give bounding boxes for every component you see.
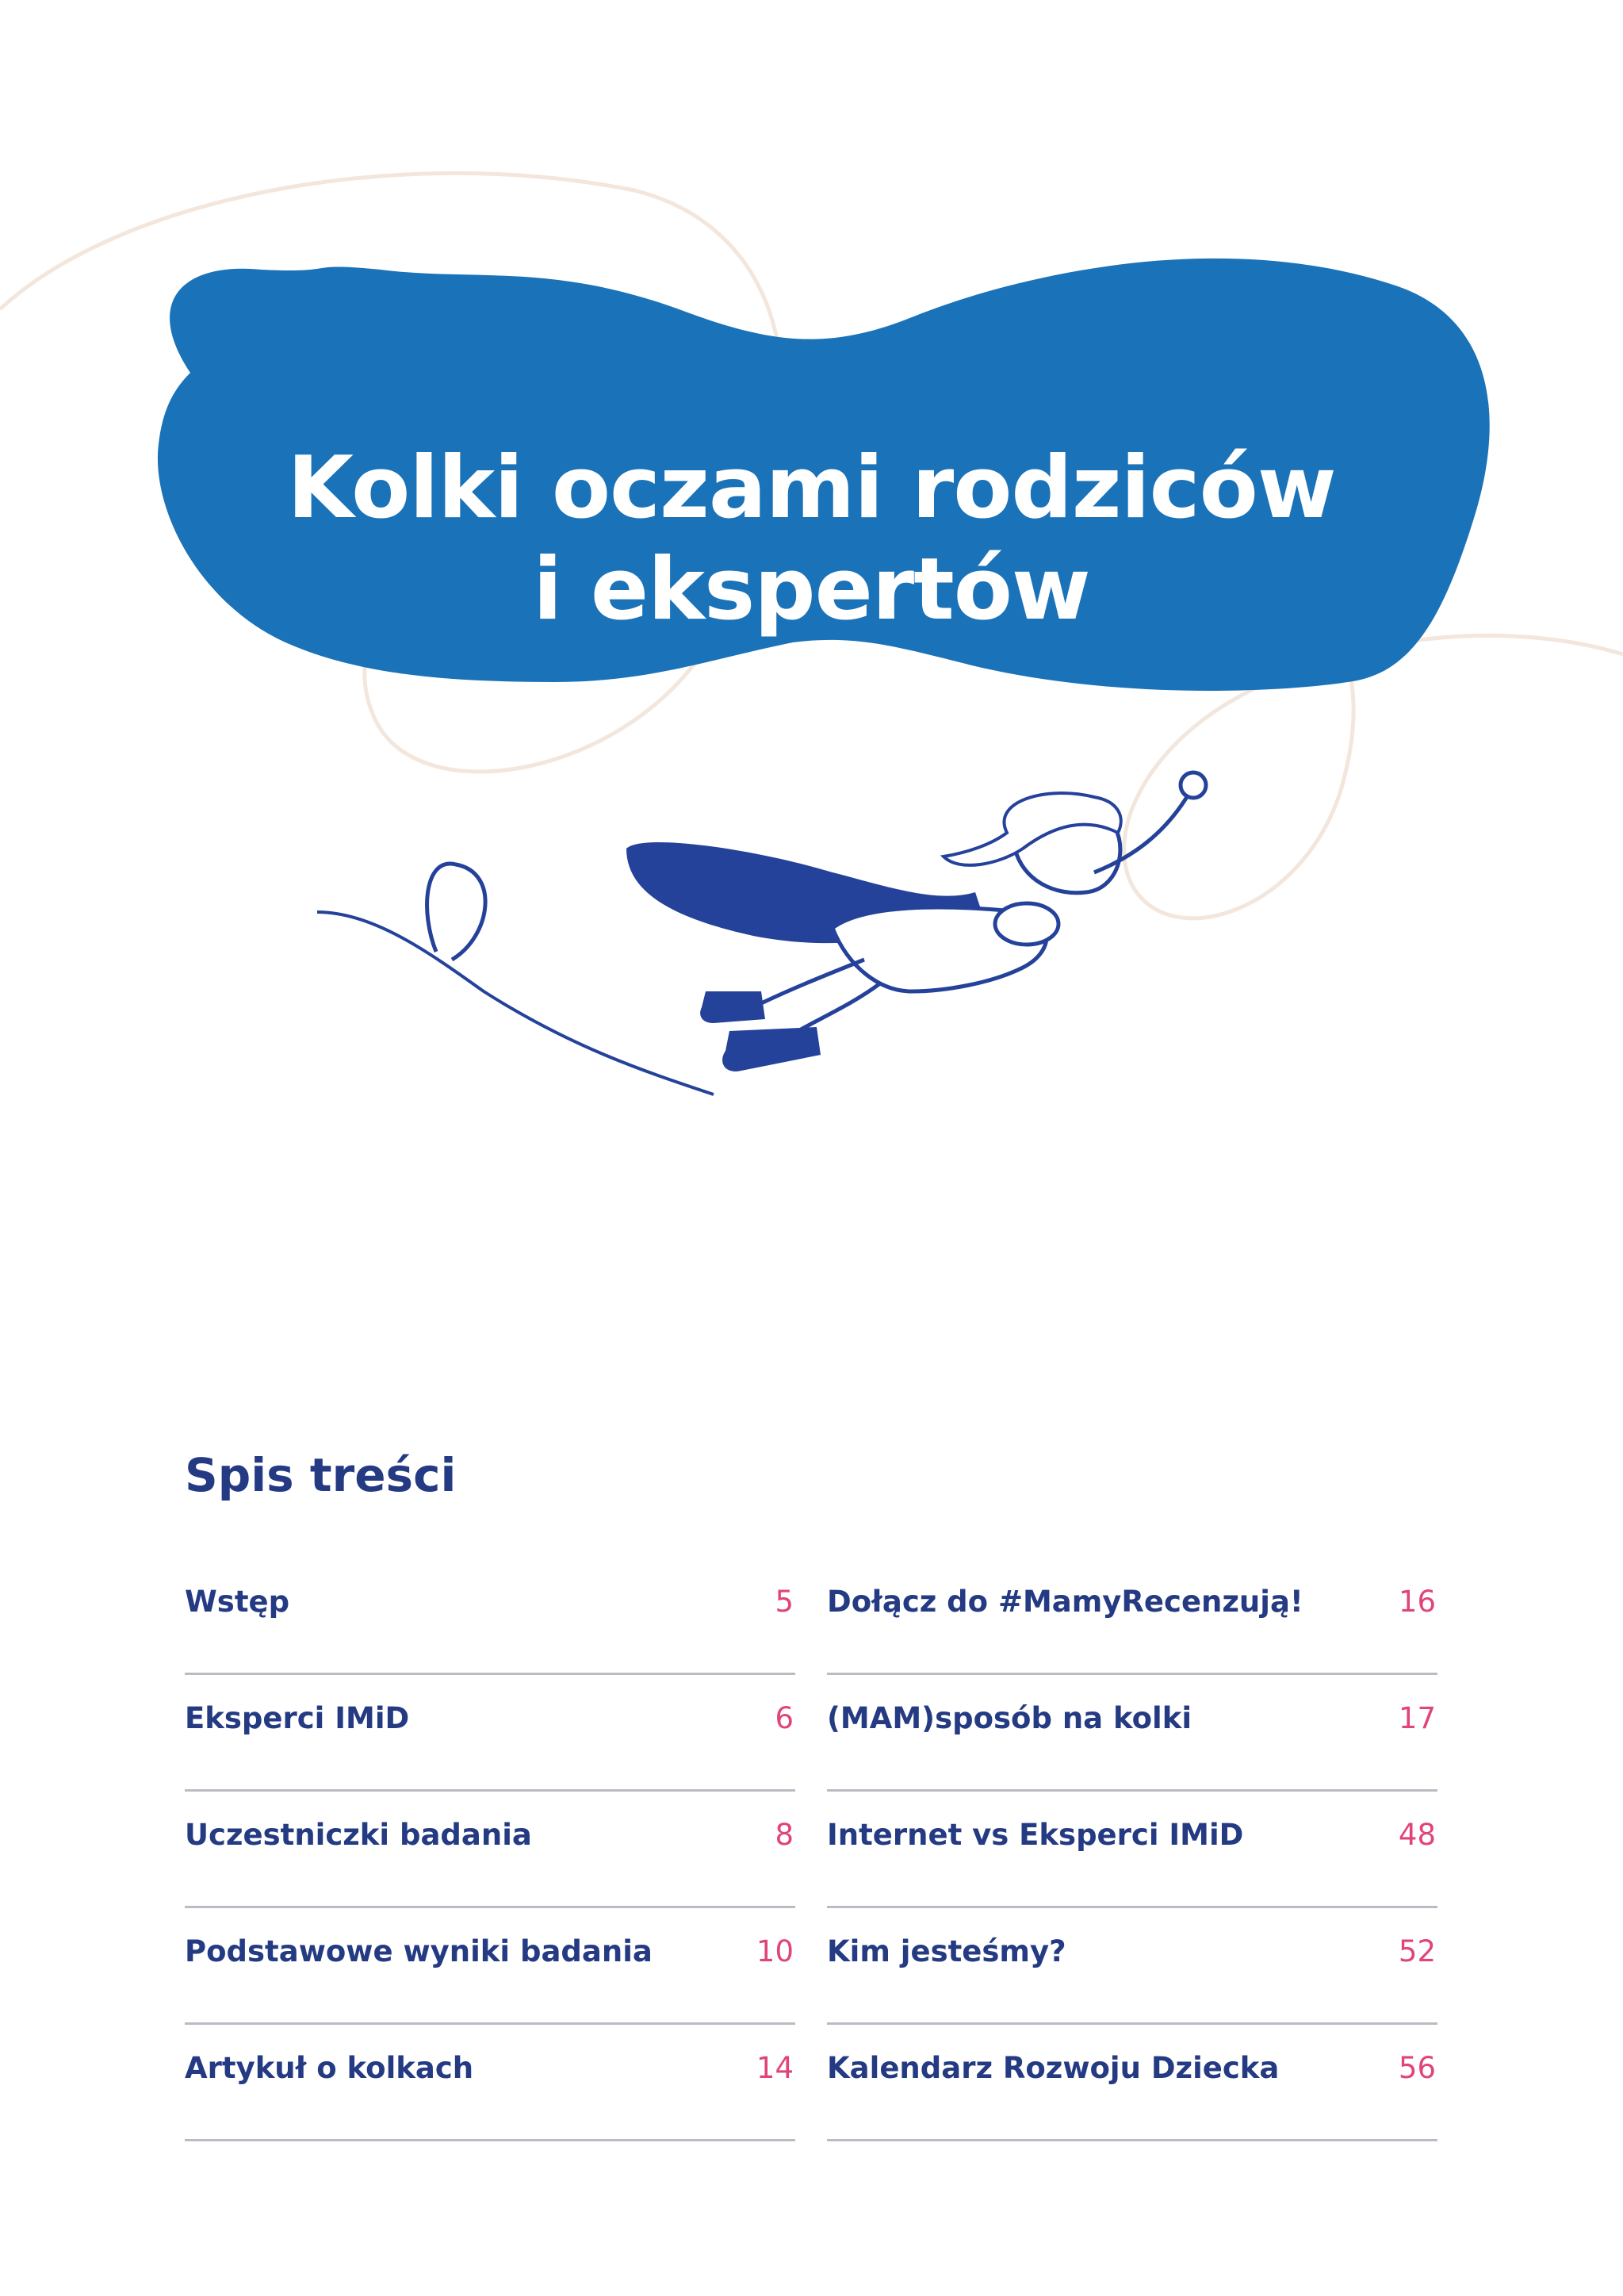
toc-entry-label: Eksperci IMiD: [185, 1701, 410, 1735]
toc-entry-page: 56: [1398, 2051, 1436, 2085]
toc-entry-page: 16: [1398, 1585, 1436, 1619]
toc-entry[interactable]: [827, 2025, 1437, 2141]
toc-entry-label: Uczestniczki badania: [185, 1818, 532, 1852]
toc-entry[interactable]: [827, 1908, 1437, 2025]
title-cloud: [0, 0, 1623, 793]
toc-entry[interactable]: [827, 1558, 1437, 1675]
trail-loop: [427, 864, 486, 960]
trail-line: [317, 912, 714, 1094]
toc-entry-page: 6: [775, 1701, 794, 1735]
toc-entry[interactable]: [185, 1792, 795, 1908]
toc-entry-label: Dołącz do #MamyRecenzują!: [827, 1585, 1303, 1619]
toc-entry-page: 5: [775, 1585, 794, 1619]
toc-entry-page: 14: [756, 2051, 794, 2085]
toc-entry[interactable]: [185, 1908, 795, 2025]
toc-entry[interactable]: [185, 1558, 795, 1675]
toc-entry-label: Kim jesteśmy?: [827, 1934, 1066, 1968]
toc-entry[interactable]: [185, 2025, 795, 2141]
toc-entry[interactable]: [827, 1675, 1437, 1792]
baby: [995, 903, 1058, 945]
toc-column-right: [827, 1558, 1437, 2141]
document-title: [159, 438, 1464, 641]
toc-heading: Spis treści: [185, 1448, 457, 1502]
toc-entry-page: 8: [775, 1818, 794, 1852]
toc-entry-page: 10: [756, 1934, 794, 1968]
title-line-2: i ekspertów: [533, 540, 1090, 640]
toc-entry-page: 48: [1398, 1818, 1436, 1852]
toc-entry-label: Podstawowe wyniki badania: [185, 1934, 653, 1968]
toc-entry-label: Wstęp: [185, 1585, 290, 1619]
toc-entry-label: Artykuł o kolkach: [185, 2051, 474, 2085]
flying-superhero-mom-illustration: [309, 753, 1229, 1102]
boot-lower: [722, 1027, 821, 1071]
toc-entry-label: (MAM)sposób na kolki: [827, 1701, 1192, 1735]
toc-column-left: [185, 1558, 795, 2141]
toc-entry-page: 52: [1398, 1934, 1436, 1968]
fist: [1181, 772, 1206, 798]
toc-entry-page: 17: [1398, 1701, 1436, 1735]
toc-entry-label: Internet vs Eksperci IMiD: [827, 1818, 1244, 1852]
toc-entry[interactable]: [827, 1792, 1437, 1908]
toc-entry[interactable]: [185, 1675, 795, 1792]
toc-entry-label: Kalendarz Rozwoju Dziecka: [827, 2051, 1280, 2085]
title-line-1: Kolki oczami rodziców: [287, 439, 1336, 539]
boot-upper: [700, 991, 765, 1023]
